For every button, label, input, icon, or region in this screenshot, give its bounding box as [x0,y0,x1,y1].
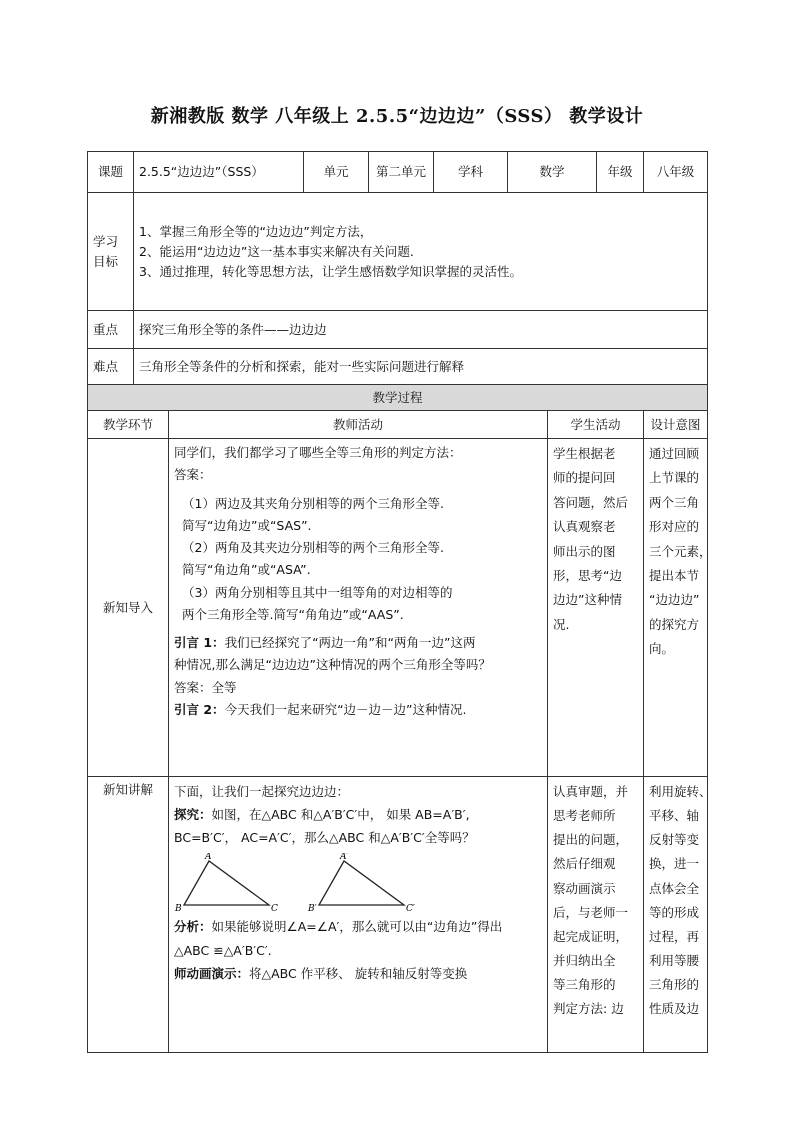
triangles-figure [174,853,424,913]
unit-value: 第二单元 [369,152,434,193]
student-line: 判定方法: 边 [553,1001,624,1017]
lesson-plan-table [87,151,712,1053]
intent-line: 提出本节 [649,567,700,583]
student-line: 认真审题，并 [553,784,629,799]
intent-line: 利用旋转、 [649,784,712,799]
student-line: 起完成证明， [553,928,629,944]
student-line: 认真观察老 [553,519,616,535]
col-intent: 设计意图 [644,411,708,439]
vertex-label: B [175,904,182,914]
demo [174,962,542,985]
intro-teacher [169,439,548,777]
explain-intent [644,777,712,1053]
student-line: 提出的问题， [553,832,629,848]
vertex-label: C [271,904,278,914]
difficulty-label: 难点 [88,349,134,385]
intent-line: 利用等腰 [649,952,700,968]
demo-label: 师动画演示： [174,965,250,981]
intro-student [548,439,644,777]
col-stage: 教学环节 [88,411,169,439]
intent-line: “边边边” [649,592,700,608]
method-2-short: 简写“角边角”或“ASA”. [182,562,311,578]
analysis-cont: △ABC ≌△A′B′C′. [174,942,272,958]
analysis-text: 如果能够说明∠A=∠A′，那么就可以由“边角边”得出 [211,919,503,935]
vertex-label: A [205,853,212,863]
grade-label: 年级 [597,152,644,193]
lead-1-cont: 种情况,那么满足“边边边”这种情况的两个三角形全等吗？ [174,657,491,673]
vertex-label: B′ [308,904,317,914]
intro-intent [644,439,712,777]
goal-item: 3、通过推理，转化等思想方法，让学生感悟数学知识掌握的灵活性。 [139,263,522,279]
vertex-label: A′ [340,853,349,863]
answer-2: 答案：全等 [174,679,237,695]
intent-line: 上节课的 [649,470,700,486]
difficulty-text: 三角形全等条件的分析和探索，能对一些实际问题进行解释 [134,349,708,385]
difficulty-row [88,349,708,385]
intent-line: 两个三角 [649,494,700,510]
explain-student [548,777,644,1053]
col-student: 学生活动 [548,411,644,439]
intent-line: 点体会全 [649,880,700,896]
lead-1 [174,632,542,654]
student-line: 边边”这种情 [553,592,622,608]
student-line: 师出示的图 [553,543,616,559]
intent-line: 反射等变 [649,832,700,848]
analysis [174,915,542,938]
intent-line: 过程，再 [649,928,700,944]
intent-line: 性质及边 [649,1001,700,1017]
explore-cont: BC=B′C′， AC=A′C′，那么△ABC 和△A′B′C′全等吗？ [174,830,475,846]
student-line: 察动画演示 [553,880,616,896]
explain-intro: 下面，让我们一起探究边边边： [174,784,350,799]
intent-line: 的探究方 [649,616,700,632]
document-title: 新湘教版 数学 八年级上 2.5.5“边边边”（SSS） 教学设计 [150,106,644,127]
intent-line: 换，进一 [649,856,700,872]
explore-label: 探究： [174,807,212,823]
student-line: 思考老师所 [553,808,616,824]
lead-2-text: 今天我们一起来研究“边－边－边”这种情况. [224,701,467,717]
student-line: 学生根据老 [553,446,616,461]
method-1: （1）两边及其夹角分别相等的两个三角形全等. [182,495,444,511]
explain-stage: 新知讲解 [88,777,169,1053]
analysis-label: 分析： [174,919,212,935]
intent-line: 三个元素， [649,543,712,559]
triangle-a-prime [319,861,404,905]
method-1-short: 简写“边角边”或“SAS”. [182,517,312,533]
student-line: 后，与老师一 [553,904,629,920]
intent-line: 向。 [649,641,675,656]
student-line: 答问题，然后 [553,494,629,510]
student-line: 形，思考“边 [553,567,622,583]
intro-row [88,439,708,777]
lead-2-label: 引言 2： [174,701,225,717]
student-line: 然后仔细观 [553,856,616,872]
intent-line: 三角形的 [649,977,700,992]
goal-item: 2、能运用“边边边”这一基本事实来解决有关问题. [139,243,414,259]
explain-row [88,777,708,1053]
student-line: 师的提问回 [553,470,616,486]
topic-label: 课题 [88,152,134,193]
grade-value: 八年级 [644,152,708,193]
intent-line: 通过回顾 [649,446,700,461]
col-teacher: 教师活动 [169,411,548,439]
process-title: 教学过程 [88,385,708,411]
goal-item: 1、掌握三角形全等的“边边边”判定方法， [139,223,373,239]
triangle-abc [184,861,269,905]
process-title-row [88,385,708,411]
student-line: 并归纳出全 [553,952,616,968]
goals-row [88,193,708,311]
lead-1-text: 我们已经探究了“两边一角”和“两角一边”这两 [224,635,476,650]
unit-label: 单元 [304,152,369,193]
subject-value: 数学 [508,152,597,193]
explore-text: 如图，在△ABC 和△A′B′C′中， 如果 AB=A′B′, [211,807,470,823]
goals-label-line: 目标 [93,253,119,269]
method-3-short: 两个三角形全等.简写“角角边”或“AAS”. [182,606,404,622]
lead-1-label: 引言 1： [174,635,225,650]
explain-teacher [169,777,548,1053]
vertex-label: C′ [406,904,415,914]
intent-line: 形对应的 [649,519,700,535]
info-row [88,152,708,193]
student-line: 况. [553,616,570,632]
demo-text: 将△ABC 作平移、 旋转和轴反射等变换 [249,965,468,981]
intro-answer-label: 答案： [174,467,212,483]
intent-line: 等的形成 [649,904,700,920]
topic-value: 2.5.5“边边边”（SSS） [134,152,304,193]
key-point-label: 重点 [88,311,134,349]
key-point-text: 探究三角形全等的条件——边边边 [134,311,708,349]
student-line: 等三角形的 [553,977,616,992]
goals-list [134,193,708,311]
intent-line: 平移、轴 [649,808,700,824]
method-2: （2）两角及其夹边分别相等的两个三角形全等. [182,540,444,555]
key-point-row [88,311,708,349]
lead-2 [174,699,542,721]
intro-stage: 新知导入 [88,439,169,777]
goals-label-line: 学习 [93,233,119,249]
explore [174,803,542,826]
process-header-row [88,411,708,439]
method-3: （3）两角分别相等且其中一组等角的对边相等的 [182,584,453,600]
intro-question: 同学们，我们都学习了哪些全等三角形的判定方法： [174,445,462,460]
goals-label [88,193,134,311]
subject-label: 学科 [434,152,508,193]
